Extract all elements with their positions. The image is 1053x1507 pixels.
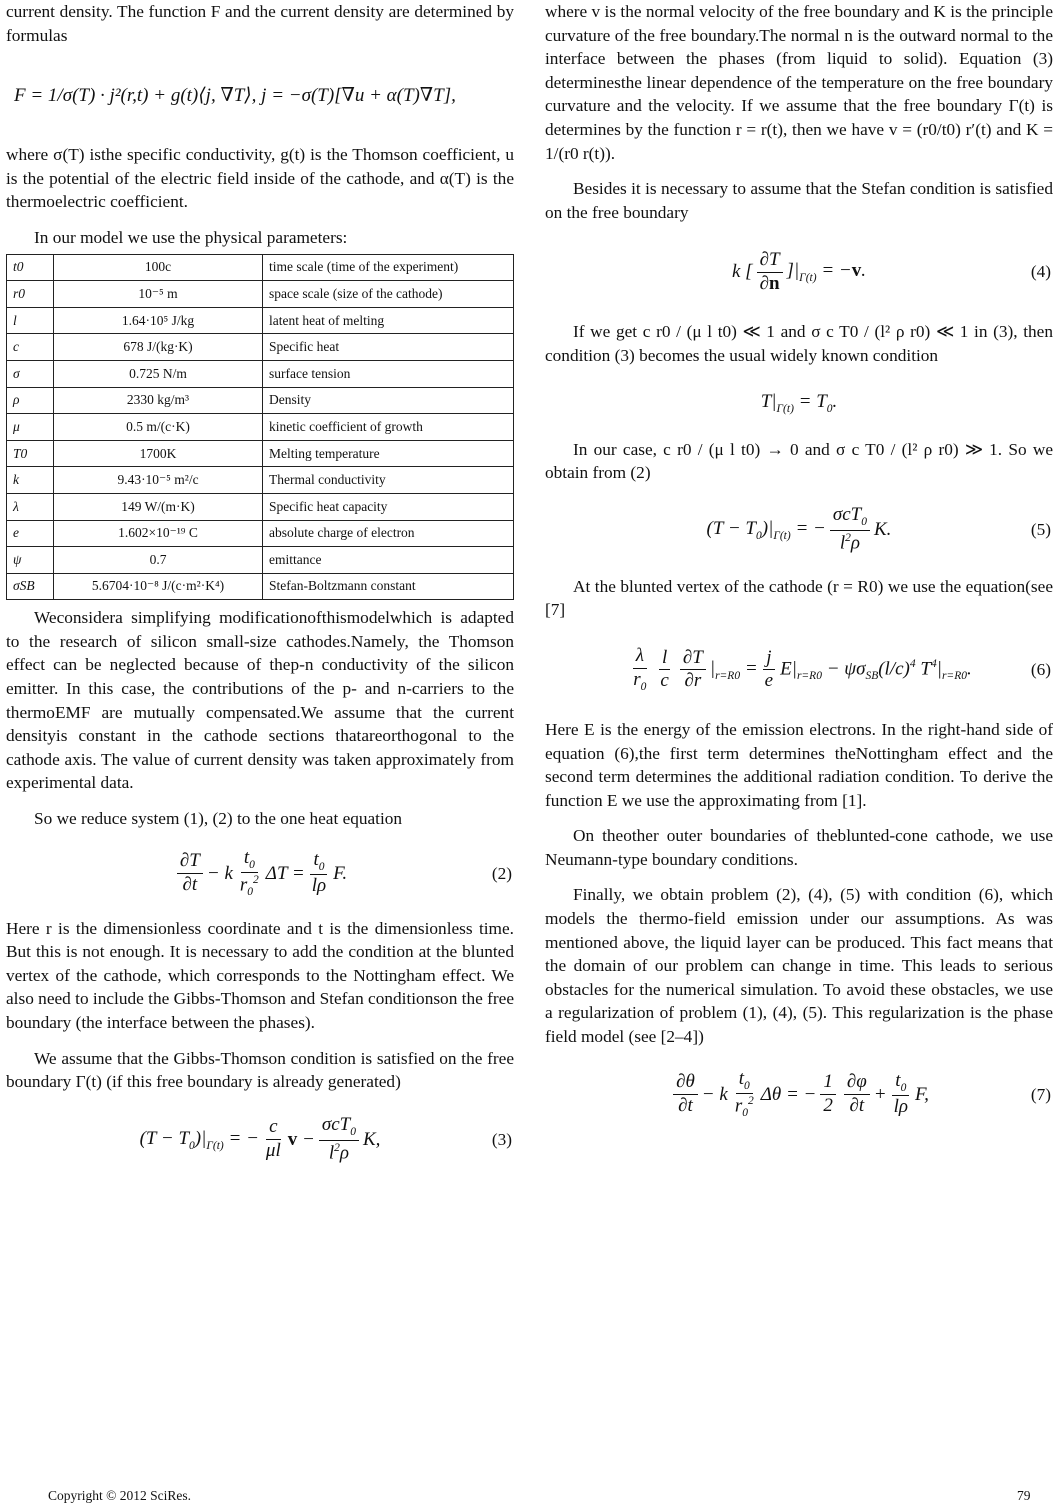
parameter-description: Thermal conductivity (263, 467, 514, 494)
parameter-description: absolute charge of electron (263, 520, 514, 547)
paragraph-here-r: Here r is the dimensionless coordinate and t is the dimensionless time. But this is not enough. It is necessary to add the condition at the blunted vertex of the cathode, which corresponds to the Nottingham effect. We also need to include the Gibbs-Thomson and Stefan conditionson the free boundary (the interface between the phases). (6, 918, 514, 1032)
footer-page-number: 79 (1017, 1488, 1031, 1503)
parameter-value: 2330 kg/m³ (54, 387, 263, 414)
parameter-description: latent heat of melting (263, 307, 514, 334)
equation-2-number: (2) (491, 863, 512, 883)
footer-copyright: Copyright © 2012 SciRes. (48, 1488, 192, 1503)
right-column (545, 0, 1053, 1141)
equation-F (6, 47, 514, 143)
parameter-description: space scale (size of the cathode) (263, 281, 514, 308)
equation-T-equals-T0: $T|_{\Gamma(t)} = T_0$. (760, 390, 838, 415)
parameter-description: Specific heat capacity (263, 493, 514, 520)
paragraph-our-case: In our case, c r0 / (μ l t0) → 0 and σ c T0 / (l² ρ r0) ≫ 1. So we obtain from (2) (545, 439, 1053, 483)
parameter-value: 9.43·10⁻⁵ m²/c (54, 467, 263, 494)
parameter-row (7, 281, 514, 308)
paragraph-where-v: where v is the normal velocity of the free boundary and K is the principle curvature of the free boundary.The normal n is the outward normal to the interface between the phases (from liquid to solid). Equation (3) determinesthe linear dependence of the temperature on the free boundary curvature and the velocity. If we assume that the free boundary Γ(t) is determines by the function r = r(t), then we have v = (r0/t0) r′(t) and K = 1/(r0 r(t)). (545, 2, 1053, 163)
parameter-symbol: c (7, 334, 54, 361)
parameter-description: Density (263, 387, 514, 414)
parameter-description: Specific heat (263, 334, 514, 361)
parameter-symbol: σ (7, 360, 54, 387)
parameter-symbol: k (7, 467, 54, 494)
parameter-value: 10⁻⁵ m (54, 281, 263, 308)
parameter-value: 1.602×10⁻¹⁹ C (54, 520, 263, 547)
parameter-row (7, 467, 514, 494)
equation-4-number: (4) (1030, 262, 1051, 282)
parameter-symbol: ψ (7, 547, 54, 574)
parameter-row (7, 334, 514, 361)
parameter-value: 678 J/(kg·K) (54, 334, 263, 361)
paragraph-if-we-get: If we get c r0 / (μ l t0) ≪ 1 and σ c T0 / (l² ρ r0) ≪ 1 in (3), then condition (3) becomes the usual widely known condition (545, 322, 1053, 365)
parameter-symbol: σSB (7, 573, 54, 600)
parameter-value: 1.64·10⁵ J/kg (54, 307, 263, 334)
parameter-symbol: λ (7, 493, 54, 520)
parameter-row (7, 414, 514, 441)
equation-3-number: (3) (491, 1129, 512, 1149)
equation-4: k [ $\frac{\partial T}{\partial n}$ ]$|_{\Gamma(t)} = -v$. (4) (732, 248, 1051, 294)
parameter-value: 0.725 N/m (54, 360, 263, 387)
equation-6: $\frac{\lambda}{r_0}$ $\frac{l}{c}$ $\frac{\partial T}{\partial r}$ $|_{r=R0}$ = $\frac{j}{e}$ $E|_{r=R0} - \psi\sigma_{SB}(l/c)^4$ $T^4|_{r=R0}$. (6) (633, 645, 1051, 693)
paragraph-params-intro: In our model we use the physical parameters: (34, 227, 348, 247)
paragraph-where-sigma: where σ(T) isthe specific conductivity, g(t) is the Thomson coefficient, u is the potential of the electric field inside of the cathode, and α(T) is the thermoelectric coefficient. (6, 145, 514, 212)
paragraph-consider: Weconsidera simplifying modificationofthismodelwhich is adapted to the research of silicon small-size cathodes.Namely, the Thomson effect can be neglected because of thep-n conductivity of the silicon emitter. In this case, the contributions of the p- and n-carriers to the thermoEMF are mutually compensated.We assume that the current densityis constant in the cathode sections thatareorthogonal to the cathode axis. The value of current density was taken approximately from experimental data. (6, 608, 514, 793)
parameter-value: 5.6704·10⁻⁸ J/(c·m²·K⁴) (54, 573, 263, 600)
parameter-symbol: l (7, 307, 54, 334)
equation-7: $\frac{\partial\theta}{\partial t}$ − k $\frac{t_0}{r_0^2}$ Δθ = − $\frac{1}{2}$ $\frac{\partial\varphi}{\partial t}$ + $\frac{t_0}{l\rho}$ F, (7) (545, 1049, 1053, 1141)
equation-2: $\frac{\partial T}{\partial t}$ − k $\frac{t_0}{r_0^2}$ ΔT = $\frac{t_0}{l\rho}$ F. (2) (6, 831, 514, 917)
parameter-row (7, 520, 514, 547)
parameter-row (7, 493, 514, 520)
parameter-row (7, 440, 514, 467)
left-column (6, 0, 514, 1186)
equation-3: $(T - T_0)|_{\Gamma(t)}$ = − $\frac{c}{\mu l}$ v − $\frac{\sigma cT_0}{l^2\rho}$ K, (3) (139, 1114, 512, 1164)
parameter-row (7, 254, 514, 281)
parameter-row (7, 573, 514, 600)
parameter-value: 0.7 (54, 547, 263, 574)
parameter-symbol: r0 (7, 281, 54, 308)
parameter-symbol: t0 (7, 254, 54, 281)
parameter-value: 100c (54, 254, 263, 281)
parameter-row (7, 387, 514, 414)
parameter-symbol: T0 (7, 440, 54, 467)
parameter-description: surface tension (263, 360, 514, 387)
parameter-description: Stefan-Boltzmann constant (263, 573, 514, 600)
parameter-symbol: e (7, 520, 54, 547)
paragraph-stefan: Besides it is necessary to assume that the Stefan condition is satisfied on the free boundary (545, 179, 1053, 222)
equation-7-number: (7) (1030, 1084, 1051, 1104)
parameter-description: emittance (263, 547, 514, 574)
paragraph-finally: Finally, we obtain problem (2), (4), (5) with condition (6), which models the thermo-field emission under our assumptions. As was mentioned above, the liquid layer can be produced. This fact means that the domain of our problem can change in time. This leads to serious obstacles for the numerical simulation. To avoid these obstacles, we use a regularization of problem (1), (4), (5). This regularization is the phase field model (see [2–4]) (545, 885, 1053, 1047)
equation-6-number: (6) (1030, 659, 1051, 679)
parameter-row (7, 307, 514, 334)
parameter-value: 0.5 m/(c·K) (54, 414, 263, 441)
paragraph-blunted: At the blunted vertex of the cathode (r = R0) we use the equation(see [7] (545, 576, 1053, 620)
parameter-row (7, 360, 514, 387)
paragraph-reduce: So we reduce system (1), (2) to the one heat equation (34, 809, 403, 829)
parameter-row (7, 547, 514, 574)
equation-5-number: (5) (1030, 519, 1051, 539)
parameter-symbol: μ (7, 414, 54, 441)
parameter-description: time scale (time of the experiment) (263, 254, 514, 281)
equation-5: $(T - T_0)|_{\Gamma(t)}$ = − $\frac{\sigma cT_0}{l^2\rho}$ K. (5) (706, 504, 1051, 554)
parameter-value: 1700K (54, 440, 263, 467)
paragraph-other-boundaries: On theother outer boundaries of theblunted-cone cathode, we use Neumann-type boundary conditions. (545, 826, 1053, 869)
paragraph-here-E: Here E is the energy of the emission electrons. In the right-hand side of equation (6),the first term determines theNottingham effect and the second term determines the additional radiation condition. To derive the function E we use the approximating from [1]. (545, 719, 1053, 810)
parameter-description: kinetic coefficient of growth (263, 414, 514, 441)
paragraph-intro: current density. The function F and the current density are determined by formulas (6, 2, 514, 45)
parameter-symbol: ρ (7, 387, 54, 414)
parameter-description: Melting temperature (263, 440, 514, 467)
parameters-table (6, 254, 514, 601)
parameter-value: 149 W/(m·K) (54, 493, 263, 520)
equation-F-text: F = 1/σ(T) · j²(r,t) + g(t)⟨j, ∇T⟩, j = −σ(T)[∇u + α(T)∇T], (14, 84, 456, 106)
paragraph-gibbs: We assume that the Gibbs-Thomson condition is satisfied on the free boundary Γ(t) (if this free boundary is already generated) (6, 1048, 514, 1092)
